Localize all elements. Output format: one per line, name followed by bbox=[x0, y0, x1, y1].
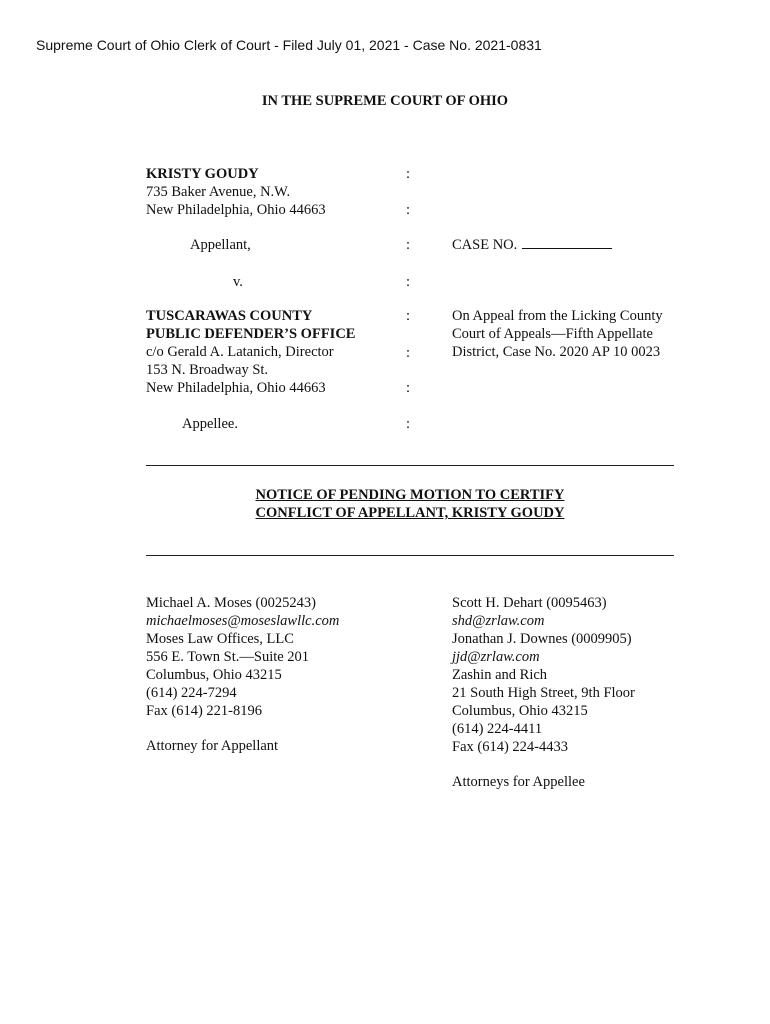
appellant-address-line: 735 Baker Avenue, N.W. bbox=[146, 184, 291, 200]
caption-colon: : bbox=[406, 237, 411, 253]
appellee-address-line: New Philadelphia, Ohio 44663 bbox=[146, 380, 326, 396]
appeal-info bbox=[452, 307, 663, 361]
divider bbox=[146, 465, 674, 466]
caption-colon: : bbox=[406, 416, 411, 432]
appellee-address-line: 153 N. Broadway St. bbox=[146, 362, 269, 378]
counsel-email: jjd@zrlaw.com bbox=[452, 649, 540, 665]
notice-title-line: CONFLICT OF APPELLANT, KRISTY GOUDY bbox=[255, 505, 565, 521]
caption-colon: : bbox=[406, 308, 411, 324]
appellant-address-line: New Philadelphia, Ohio 44663 bbox=[146, 202, 326, 218]
notice-title bbox=[146, 486, 674, 522]
counsel-name: Jonathan J. Downes (0009905) bbox=[452, 631, 632, 647]
counsel-line: Fax (614) 224-4433 bbox=[452, 739, 568, 755]
caption-colon: : bbox=[406, 166, 411, 182]
case-number-blank bbox=[522, 236, 612, 249]
counsel-role: Attorneys for Appellee bbox=[452, 774, 585, 790]
appeal-info-line: On Appeal from the Licking County bbox=[452, 308, 663, 324]
counsel-role: Attorney for Appellant bbox=[146, 738, 279, 754]
court-title: IN THE SUPREME COURT OF OHIO bbox=[261, 93, 509, 109]
counsel-line: Columbus, Ohio 43215 bbox=[146, 667, 282, 683]
caption-colon: : bbox=[406, 274, 411, 290]
counsel-email: shd@zrlaw.com bbox=[452, 613, 545, 629]
versus: v. bbox=[233, 274, 243, 290]
counsel-line: Fax (614) 221-8196 bbox=[146, 703, 262, 719]
appellee-counsel bbox=[452, 594, 635, 791]
caption-colon: : bbox=[406, 202, 411, 218]
notice-title-line: NOTICE OF PENDING MOTION TO CERTIFY bbox=[255, 487, 565, 503]
divider bbox=[146, 555, 674, 556]
caption-colon: : bbox=[406, 345, 411, 361]
counsel-line: 556 E. Town St.—Suite 201 bbox=[146, 649, 310, 665]
counsel-line: 21 South High Street, 9th Floor bbox=[452, 685, 635, 701]
appellant-role: Appellant, bbox=[190, 237, 251, 253]
counsel-name: Michael A. Moses (0025243) bbox=[146, 595, 316, 611]
counsel-name: Scott H. Dehart (0095463) bbox=[452, 595, 607, 611]
caption-colon: : bbox=[406, 380, 411, 396]
appellee-name: PUBLIC DEFENDER’S OFFICE bbox=[146, 326, 356, 342]
filing-header: Supreme Court of Ohio Clerk of Court - Filed July 01, 2021 - Case No. 2021-0831 bbox=[36, 37, 542, 53]
case-number bbox=[452, 236, 612, 254]
case-number-label: CASE NO. bbox=[452, 237, 518, 253]
appellant-name: KRISTY GOUDY bbox=[146, 166, 259, 182]
counsel-email: michaelmoses@moseslawllc.com bbox=[146, 613, 340, 629]
appellee-block bbox=[146, 307, 355, 397]
appellee-name: TUSCARAWAS COUNTY bbox=[146, 308, 313, 324]
counsel-line: Zashin and Rich bbox=[452, 667, 548, 683]
appellee-address-line: c/o Gerald A. Latanich, Director bbox=[146, 344, 334, 360]
appeal-info-line: District, Case No. 2020 AP 10 0023 bbox=[452, 344, 661, 360]
counsel-line: Moses Law Offices, LLC bbox=[146, 631, 294, 647]
counsel-line: (614) 224-7294 bbox=[146, 685, 237, 701]
appellant-counsel bbox=[146, 594, 339, 755]
appellee-role: Appellee. bbox=[182, 416, 238, 432]
counsel-line: (614) 224-4411 bbox=[452, 721, 543, 737]
appellant-block bbox=[146, 165, 326, 219]
appeal-info-line: Court of Appeals—Fifth Appellate bbox=[452, 326, 653, 342]
counsel-line: Columbus, Ohio 43215 bbox=[452, 703, 588, 719]
